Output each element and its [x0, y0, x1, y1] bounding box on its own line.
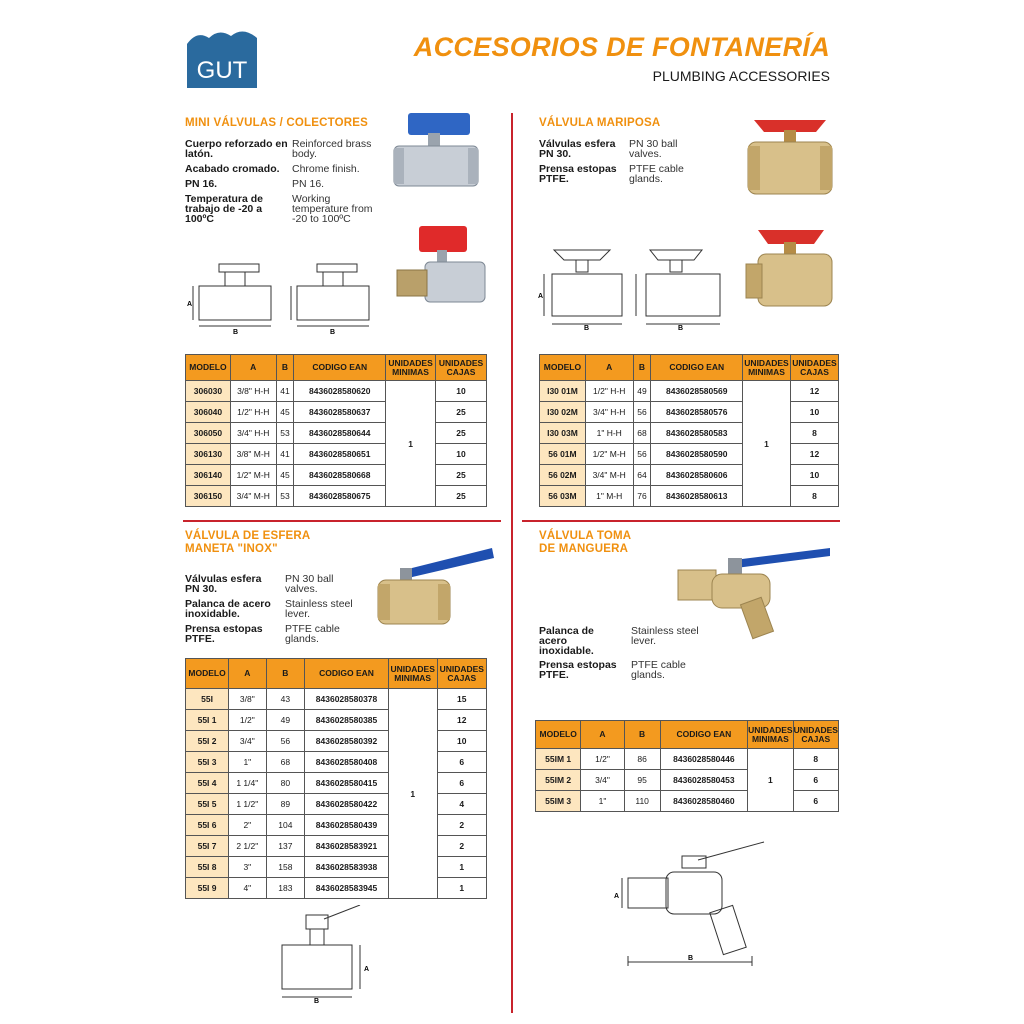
dim-a-label: A — [364, 966, 370, 973]
spec-list-manguera — [539, 626, 719, 682]
model-cell: 55I — [186, 689, 229, 710]
table-row — [186, 381, 487, 402]
col-header: A — [581, 721, 624, 749]
a-cell: 1/2" — [581, 749, 624, 770]
col-header: CODIGO EAN — [294, 355, 386, 381]
ean-cell: 8436028580620 — [294, 381, 386, 402]
mini-valve-blue-photo — [388, 108, 488, 196]
table-row — [540, 465, 839, 486]
ean-cell: 8436028583938 — [305, 857, 389, 878]
min-units-cell: 1 — [386, 381, 436, 507]
model-cell: 56 02M — [540, 465, 586, 486]
dim-b-label: B — [688, 955, 694, 962]
table-row — [186, 794, 487, 815]
model-cell: 306030 — [186, 381, 231, 402]
box-units-cell: 12 — [437, 710, 486, 731]
ean-cell: 8436028580668 — [294, 465, 386, 486]
b-cell: 68 — [266, 752, 305, 773]
ean-cell: 8436028580460 — [660, 791, 748, 812]
b-cell: 43 — [266, 689, 305, 710]
ean-cell: 8436028583921 — [305, 836, 389, 857]
dim-a-label: A — [187, 301, 193, 308]
b-cell: 137 — [266, 836, 305, 857]
col-header: B — [266, 659, 305, 689]
model-cell: 55I 8 — [186, 857, 229, 878]
a-cell: 1/2" H-H — [230, 402, 276, 423]
table-row — [540, 381, 839, 402]
dim-a-label: A — [614, 893, 620, 900]
spec-label: Prensa estopas PTFE. — [539, 659, 617, 681]
gut-logo — [183, 26, 261, 92]
box-units-cell: 10 — [436, 381, 487, 402]
ean-cell: 8436028580651 — [294, 444, 386, 465]
box-units-cell: 12 — [790, 444, 838, 465]
ean-cell: 8436028580415 — [305, 773, 389, 794]
ean-cell: 8436028580439 — [305, 815, 389, 836]
section-title-hose-valve — [539, 530, 631, 556]
model-cell: 55IM 2 — [536, 770, 581, 791]
box-units-cell: 10 — [436, 444, 487, 465]
ean-cell: 8436028580606 — [651, 465, 743, 486]
box-units-cell: 12 — [790, 381, 838, 402]
spec-value: PN 30 ball valves. — [629, 138, 678, 160]
table-row — [186, 486, 487, 507]
box-units-cell: 1 — [437, 878, 486, 899]
box-units-cell: 8 — [790, 423, 838, 444]
model-cell: 55I 2 — [186, 731, 229, 752]
col-header: CODIGO EAN — [660, 721, 748, 749]
ean-cell: 8436028580408 — [305, 752, 389, 773]
spec-value: Reinforced brass body. — [292, 138, 372, 160]
spec-value: PTFE cable glands. — [285, 623, 340, 645]
table-row — [540, 486, 839, 507]
spec-label: Cuerpo reforzado en latón. — [185, 138, 288, 160]
section-title-line: VÁLVULA DE ESFERA — [185, 530, 311, 542]
ean-cell: 8436028580644 — [294, 423, 386, 444]
table-row — [540, 402, 839, 423]
model-cell: 56 03M — [540, 486, 586, 507]
model-cell: 55IM 3 — [536, 791, 581, 812]
page-title: ACCESORIOS DE FONTANERÍA — [413, 32, 830, 62]
b-cell: 56 — [266, 731, 305, 752]
spec-label: Prensa estopas PTFE. — [539, 163, 617, 185]
spec-label: Prensa estopas PTFE. — [185, 623, 263, 645]
butterfly-valve-photo-1 — [744, 112, 836, 200]
b-cell: 56 — [633, 402, 651, 423]
dim-b-label: B — [678, 325, 684, 330]
a-cell: 1" — [581, 791, 624, 812]
a-cell: 3/8" H-H — [230, 381, 276, 402]
b-cell: 53 — [276, 423, 294, 444]
b-cell: 53 — [276, 486, 294, 507]
spec-list-esfera — [185, 574, 375, 644]
table-row — [186, 752, 487, 773]
b-cell: 49 — [266, 710, 305, 731]
spec-value: Stainless steel lever. — [631, 625, 699, 647]
b-cell: 76 — [633, 486, 651, 507]
box-units-cell: 25 — [436, 402, 487, 423]
col-header: UNIDADES MINIMAS — [386, 355, 436, 381]
ean-cell: 8436028580613 — [651, 486, 743, 507]
section-title-ball-valve — [185, 530, 310, 556]
box-units-cell: 25 — [436, 465, 487, 486]
b-cell: 49 — [633, 381, 651, 402]
butterfly-valves-table — [539, 354, 839, 507]
table-row — [186, 857, 487, 878]
col-header: MODELO — [536, 721, 581, 749]
ean-cell: 8436028580569 — [651, 381, 743, 402]
spec-value: Stainless steel lever. — [285, 598, 353, 620]
min-units-cell: 1 — [743, 381, 791, 507]
logo-text: GUT — [196, 57, 248, 84]
model-cell: I30 03M — [540, 423, 586, 444]
b-cell: 158 — [266, 857, 305, 878]
model-cell: 306040 — [186, 402, 231, 423]
col-header: UNIDADES MINIMAS — [388, 659, 437, 689]
a-cell: 3/4" H-H — [585, 402, 633, 423]
box-units-cell: 10 — [790, 402, 838, 423]
a-cell: 2" — [229, 815, 266, 836]
table-row — [186, 731, 487, 752]
box-units-cell: 10 — [790, 465, 838, 486]
model-cell: 55I 4 — [186, 773, 229, 794]
b-cell: 80 — [266, 773, 305, 794]
model-cell: I30 01M — [540, 381, 586, 402]
col-header: UNIDADES CAJAS — [793, 721, 838, 749]
box-units-cell: 4 — [437, 794, 486, 815]
col-header: A — [229, 659, 266, 689]
col-header: A — [585, 355, 633, 381]
spec-label: Palanca de acero inoxidable. — [539, 625, 594, 657]
model-cell: 55I 9 — [186, 878, 229, 899]
box-units-cell: 8 — [790, 486, 838, 507]
model-cell: 55IM 1 — [536, 749, 581, 770]
spec-label: Temperatura de trabajo de -20 a 100ºC — [185, 193, 263, 225]
mini-valve-red-photo — [393, 222, 491, 308]
table-row — [540, 444, 839, 465]
dim-b-label: B — [330, 329, 336, 334]
table-row — [536, 791, 839, 812]
spec-value: PN 16. — [292, 178, 325, 190]
vertical-divider — [511, 113, 513, 1013]
ean-cell: 8436028580675 — [294, 486, 386, 507]
dim-b-label: B — [314, 998, 320, 1003]
col-header: B — [633, 355, 651, 381]
table-row — [186, 444, 487, 465]
a-cell: 4" — [229, 878, 266, 899]
spec-label: Válvulas esfera PN 30. — [539, 138, 616, 160]
hose-valves-table — [535, 720, 839, 812]
ean-cell: 8436028580392 — [305, 731, 389, 752]
a-cell: 1/2" M-H — [230, 465, 276, 486]
spec-value: Chrome finish. — [292, 163, 360, 175]
table-row — [186, 402, 487, 423]
dim-b-label: B — [233, 329, 239, 334]
col-header: A — [230, 355, 276, 381]
table-row — [186, 773, 487, 794]
col-header: B — [624, 721, 660, 749]
ean-cell: 8436028580590 — [651, 444, 743, 465]
a-cell: 3/4" M-H — [585, 465, 633, 486]
table-row — [536, 749, 839, 770]
min-units-cell: 1 — [748, 749, 793, 812]
spec-list-mariposa — [539, 139, 709, 189]
table-row — [186, 423, 487, 444]
col-header: UNIDADES MINIMAS — [743, 355, 791, 381]
spec-label: Acabado cromado. — [185, 163, 280, 175]
a-cell: 3/4" H-H — [230, 423, 276, 444]
table-row — [186, 878, 487, 899]
box-units-cell: 10 — [437, 731, 486, 752]
col-header: MODELO — [540, 355, 586, 381]
b-cell: 45 — [276, 402, 294, 423]
a-cell: 1 1/2" — [229, 794, 266, 815]
section-title-line: DE MANGUERA — [539, 543, 629, 555]
col-header: CODIGO EAN — [305, 659, 389, 689]
b-cell: 45 — [276, 465, 294, 486]
b-cell: 41 — [276, 381, 294, 402]
box-units-cell: 6 — [793, 791, 838, 812]
col-header: B — [276, 355, 294, 381]
col-header: UNIDADES MINIMAS — [748, 721, 793, 749]
section-title-butterfly-valve: VÁLVULA MARIPOSA — [539, 117, 661, 129]
col-header: UNIDADES CAJAS — [436, 355, 487, 381]
model-cell: 306140 — [186, 465, 231, 486]
mini-valves-table — [185, 354, 487, 507]
spec-value: PTFE cable glands. — [631, 659, 686, 681]
a-cell: 3/4" M-H — [230, 486, 276, 507]
model-cell: 55I 7 — [186, 836, 229, 857]
a-cell: 1 1/4" — [229, 773, 266, 794]
spec-list-mini — [185, 139, 395, 229]
table-row — [186, 465, 487, 486]
box-units-cell: 2 — [437, 836, 486, 857]
a-cell: 2 1/2" — [229, 836, 266, 857]
col-header: UNIDADES CAJAS — [437, 659, 486, 689]
box-units-cell: 25 — [436, 423, 487, 444]
b-cell: 183 — [266, 878, 305, 899]
col-header: UNIDADES CAJAS — [790, 355, 838, 381]
ean-cell: 8436028580583 — [651, 423, 743, 444]
col-header: MODELO — [186, 659, 229, 689]
a-cell: 3/4" — [581, 770, 624, 791]
b-cell: 86 — [624, 749, 660, 770]
butterfly-valve-photo-2 — [744, 226, 836, 312]
box-units-cell: 15 — [437, 689, 486, 710]
hose-valve-diagram — [612, 838, 776, 968]
spec-label: PN 16. — [185, 178, 218, 190]
box-units-cell: 6 — [437, 773, 486, 794]
b-cell: 104 — [266, 815, 305, 836]
horizontal-divider-left — [183, 520, 501, 522]
a-cell: 1" — [229, 752, 266, 773]
model-cell: I30 02M — [540, 402, 586, 423]
table-row — [186, 710, 487, 731]
min-units-cell: 1 — [388, 689, 437, 899]
b-cell: 68 — [633, 423, 651, 444]
ean-cell: 8436028583945 — [305, 878, 389, 899]
spec-label: Válvulas esfera PN 30. — [185, 573, 262, 595]
spec-value: PTFE cable glands. — [629, 163, 684, 185]
ball-valves-table — [185, 658, 487, 899]
b-cell: 64 — [633, 465, 651, 486]
model-cell: 56 01M — [540, 444, 586, 465]
butterfly-valve-diagram — [538, 242, 728, 330]
table-row — [186, 689, 487, 710]
ean-cell: 8436028580378 — [305, 689, 389, 710]
model-cell: 55I 1 — [186, 710, 229, 731]
ean-cell: 8436028580576 — [651, 402, 743, 423]
box-units-cell: 8 — [793, 749, 838, 770]
a-cell: 3/8" M-H — [230, 444, 276, 465]
section-title-mini-valves: MINI VÁLVULAS / COLECTORES — [185, 117, 369, 129]
spec-value: Working temperature from -20 to 100ºC — [292, 193, 373, 225]
ean-cell: 8436028580453 — [660, 770, 748, 791]
a-cell: 1/2" H-H — [585, 381, 633, 402]
ean-cell: 8436028580385 — [305, 710, 389, 731]
model-cell: 306050 — [186, 423, 231, 444]
a-cell: 1" H-H — [585, 423, 633, 444]
model-cell: 306150 — [186, 486, 231, 507]
ean-cell: 8436028580637 — [294, 402, 386, 423]
b-cell: 89 — [266, 794, 305, 815]
section-title-line: VÁLVULA TOMA — [539, 530, 632, 542]
box-units-cell: 6 — [793, 770, 838, 791]
model-cell: 55I 5 — [186, 794, 229, 815]
model-cell: 55I 6 — [186, 815, 229, 836]
horizontal-divider-right — [522, 520, 840, 522]
dim-a-label: A — [538, 293, 544, 300]
a-cell: 1" M-H — [585, 486, 633, 507]
section-title-line: MANETA "INOX" — [185, 543, 278, 555]
b-cell: 41 — [276, 444, 294, 465]
b-cell: 110 — [624, 791, 660, 812]
box-units-cell: 2 — [437, 815, 486, 836]
ball-valve-photo — [374, 540, 500, 630]
spec-value: PN 30 ball valves. — [285, 573, 334, 595]
table-row — [540, 423, 839, 444]
ean-cell: 8436028580422 — [305, 794, 389, 815]
page-subtitle: PLUMBING ACCESSORIES — [652, 68, 830, 84]
a-cell: 3/8" — [229, 689, 266, 710]
ean-cell: 8436028580446 — [660, 749, 748, 770]
table-row — [186, 815, 487, 836]
col-header: CODIGO EAN — [651, 355, 743, 381]
b-cell: 95 — [624, 770, 660, 791]
a-cell: 3/4" — [229, 731, 266, 752]
model-cell: 55I 3 — [186, 752, 229, 773]
table-row — [536, 770, 839, 791]
mini-valve-diagram — [185, 258, 385, 334]
box-units-cell: 1 — [437, 857, 486, 878]
model-cell: 306130 — [186, 444, 231, 465]
box-units-cell: 6 — [437, 752, 486, 773]
a-cell: 3" — [229, 857, 266, 878]
a-cell: 1/2" — [229, 710, 266, 731]
col-header: MODELO — [186, 355, 231, 381]
box-units-cell: 25 — [436, 486, 487, 507]
ball-valve-diagram — [268, 905, 388, 1003]
spec-label: Palanca de acero inoxidable. — [185, 598, 271, 620]
a-cell: 1/2" M-H — [585, 444, 633, 465]
dim-b-label: B — [584, 325, 590, 330]
table-row — [186, 836, 487, 857]
b-cell: 56 — [633, 444, 651, 465]
